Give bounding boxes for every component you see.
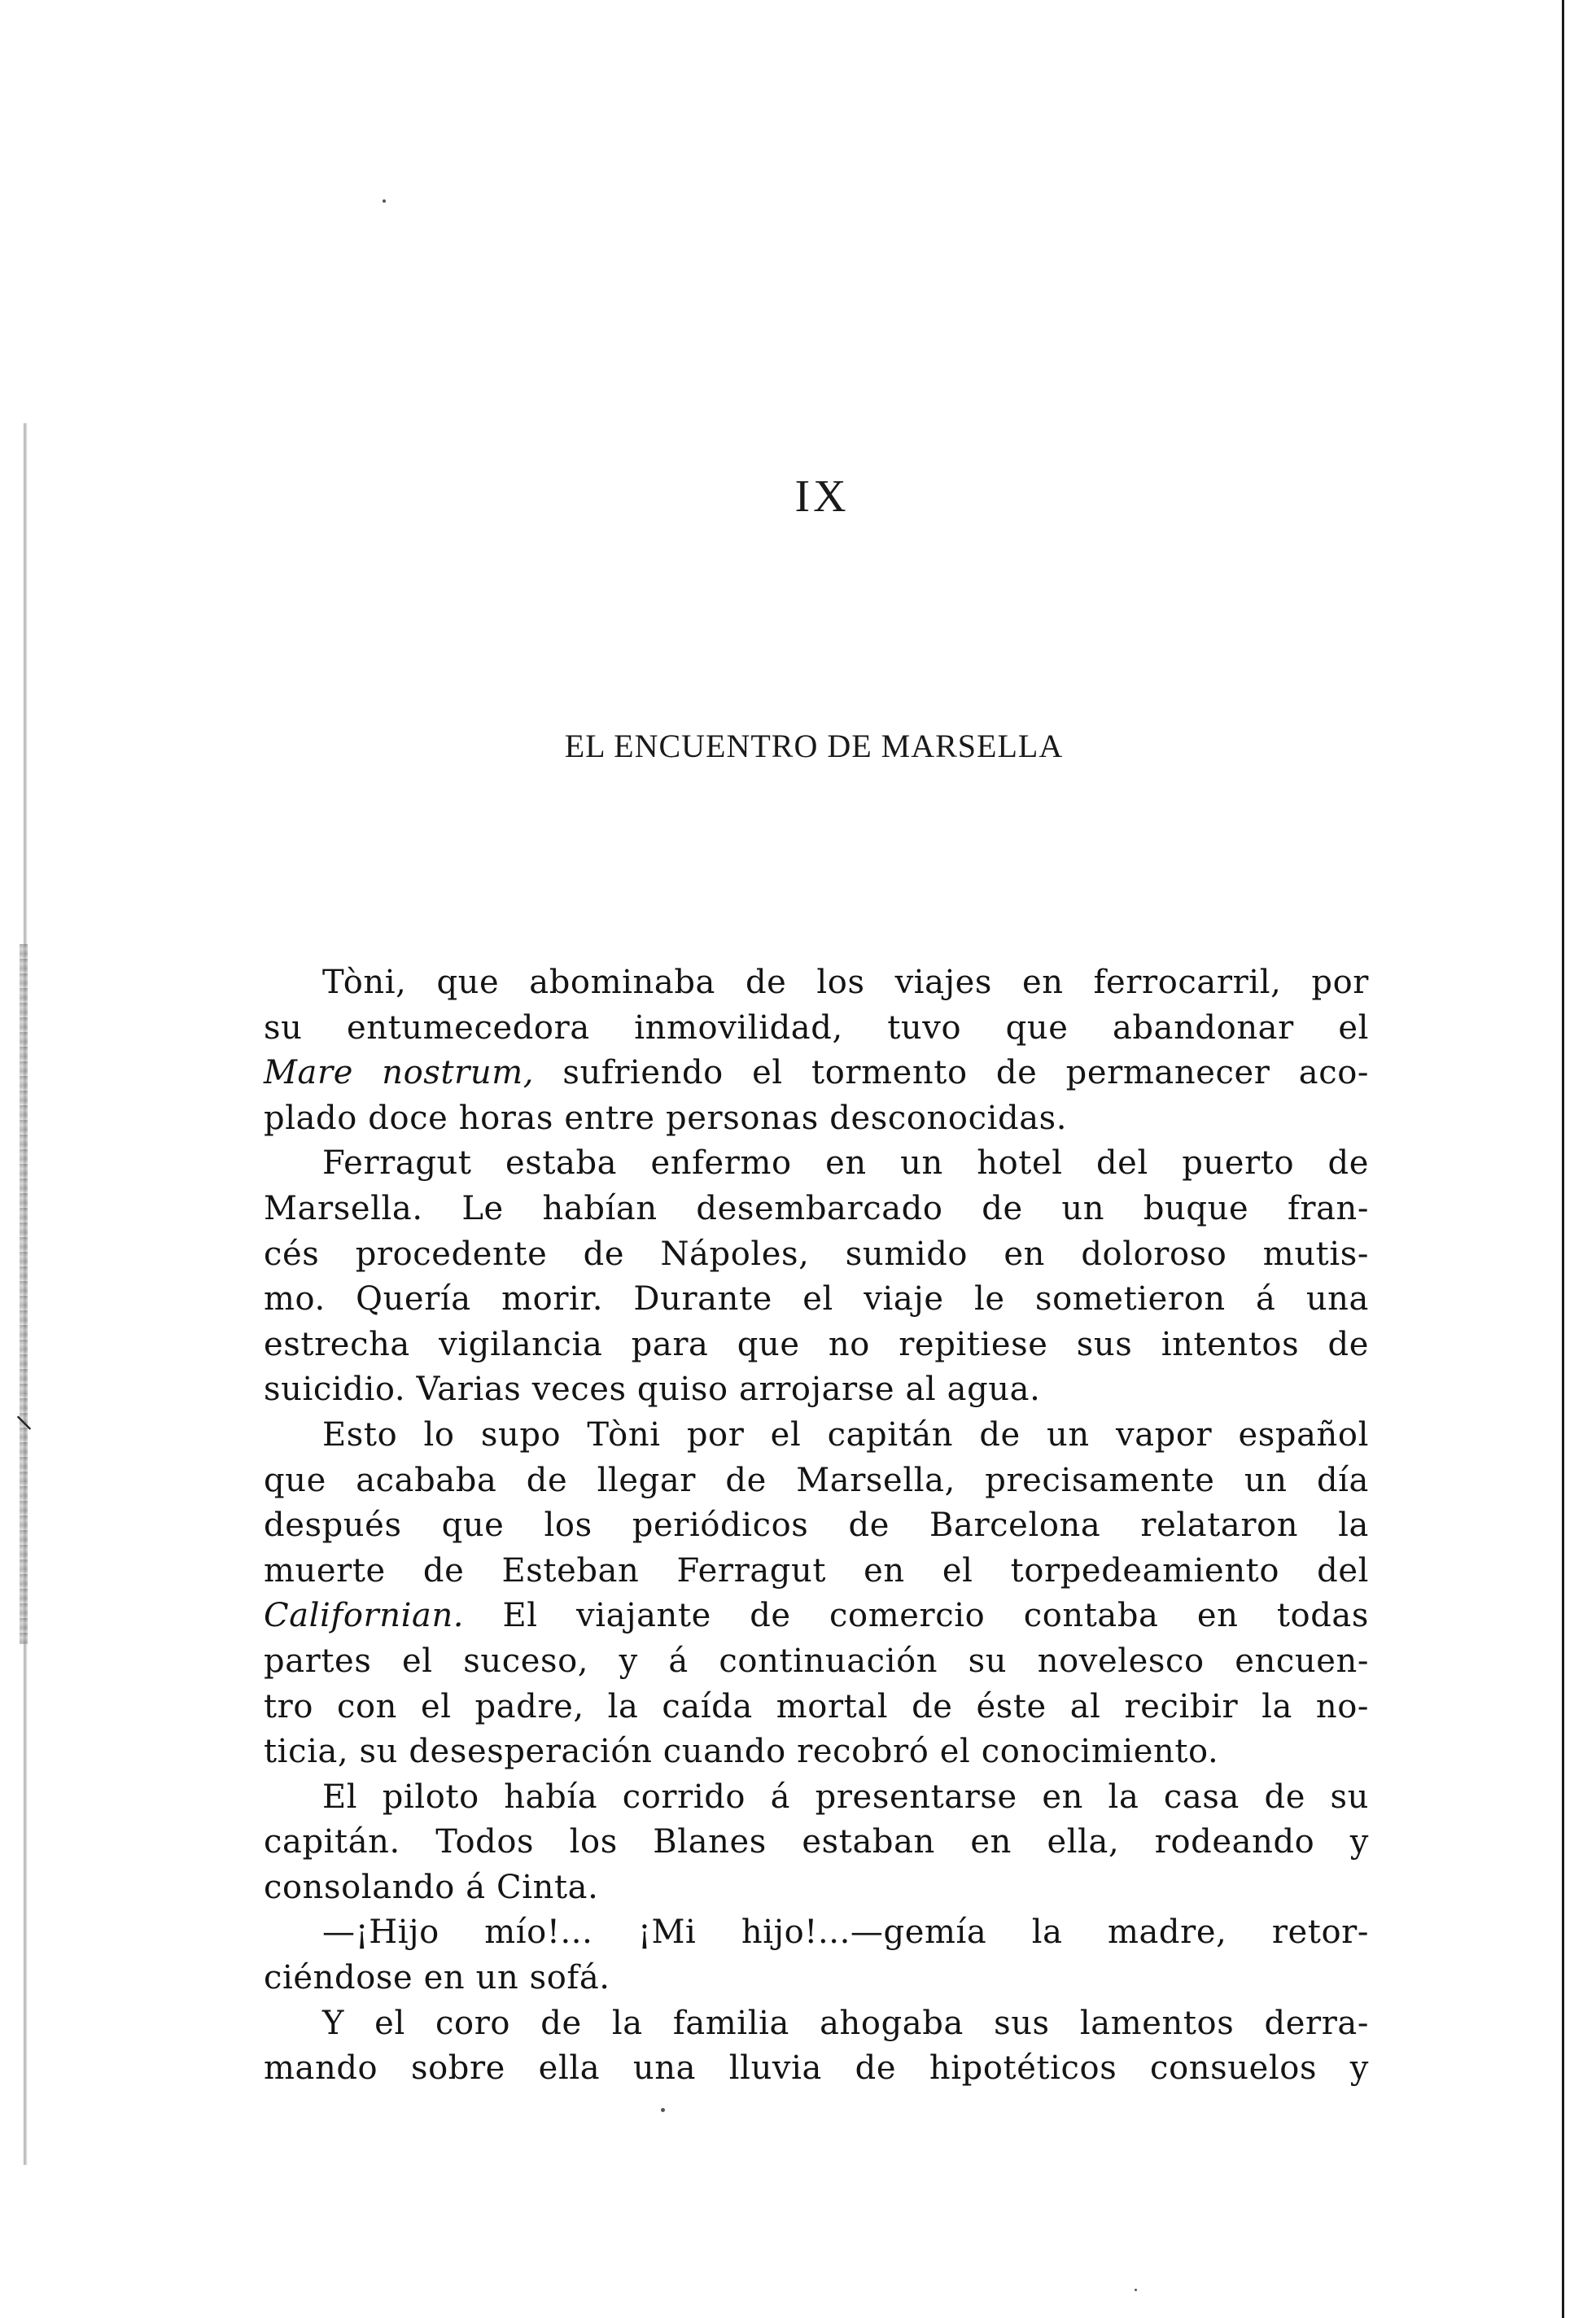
text-line: después que los periódicos de Barcelona relataron la: [264, 1507, 1369, 1545]
text-line: ciéndose en un sofá.: [264, 1959, 610, 1997]
margin-glyph: ⸜: [15, 1392, 33, 1436]
text-line: partes el suceso, y á continuación su novelesco encuen-: [264, 1642, 1369, 1680]
text-line: ticia, su desesperación cuando recobró el conocimiento.: [264, 1733, 1219, 1771]
text-line: estrecha vigilancia para que no repitiese sus intentos de: [264, 1325, 1369, 1363]
chapter-body-text: [264, 960, 1369, 2092]
left-binding-texture: [20, 944, 28, 1644]
italic-phrase: Mare nostrum,: [264, 1054, 535, 1092]
text-line: consolando á Cinta.: [264, 1868, 599, 1906]
text-line: muerte de Esteban Ferragut en el torpedeamiento del: [264, 1551, 1369, 1590]
text-line: —¡Hijo mío!... ¡Mi hijo!...—gemía la madre, retor-: [322, 1913, 1369, 1952]
text-line: Marsella. Le habían desembarcado de un buque fran-: [264, 1189, 1369, 1227]
text-line: Esto lo supo Tòni por el capitán de un vapor español: [322, 1415, 1369, 1454]
right-page-edge: [1562, 0, 1564, 2318]
text-line: mando sobre ella una lluvia de hipotéticos consuelos y: [264, 2049, 1369, 2088]
chapter-number: IX: [794, 471, 850, 522]
text-line: plado doce horas entre personas desconocidas.: [264, 1099, 1068, 1137]
text-line: su entumecedora inmovilidad, tuvo que abandonar el: [264, 1008, 1369, 1047]
dust-speck: [661, 2108, 665, 2112]
text-line: suicidio. Varias veces quiso arrojarse al agua.: [264, 1371, 1041, 1409]
text-line: capitán. Todos los Blanes estaban en ella, rodeando y: [264, 1823, 1369, 1861]
text-span: El viajante de comercio contaba en todas: [464, 1597, 1369, 1635]
dust-speck: [1135, 2289, 1137, 2291]
text-line: tro con el padre, la caída mortal de éste al recibir la no-: [264, 1687, 1369, 1725]
text-line: El piloto había corrido á presentarse en la casa de su: [322, 1778, 1369, 1816]
text-span: sufriendo el tormento de permanecer aco-: [534, 1054, 1369, 1092]
text-line: Tòni, que abominaba de los viajes en ferrocarril, por: [322, 964, 1369, 1001]
dust-speck: [383, 199, 386, 203]
chapter-title: EL ENCUENTRO DE MARSELLA: [564, 728, 1064, 764]
text-line: Ferragut estaba enfermo en un hotel del puerto de: [322, 1144, 1369, 1183]
text-line: Y el coro de la familia ahogaba sus lamentos derra-: [322, 2004, 1369, 2042]
text-line: que acababa de llegar de Marsella, precisamente un día: [264, 1461, 1369, 1499]
italic-phrase: Californian.: [264, 1597, 465, 1635]
text-line: mo. Quería morir. Durante el viaje le sometieron á una: [264, 1280, 1369, 1319]
text-line: [264, 1594, 1369, 1639]
text-line: cés procedente de Nápoles, sumido en doloroso mutis-: [264, 1235, 1369, 1273]
text-line: [264, 1051, 1369, 1096]
